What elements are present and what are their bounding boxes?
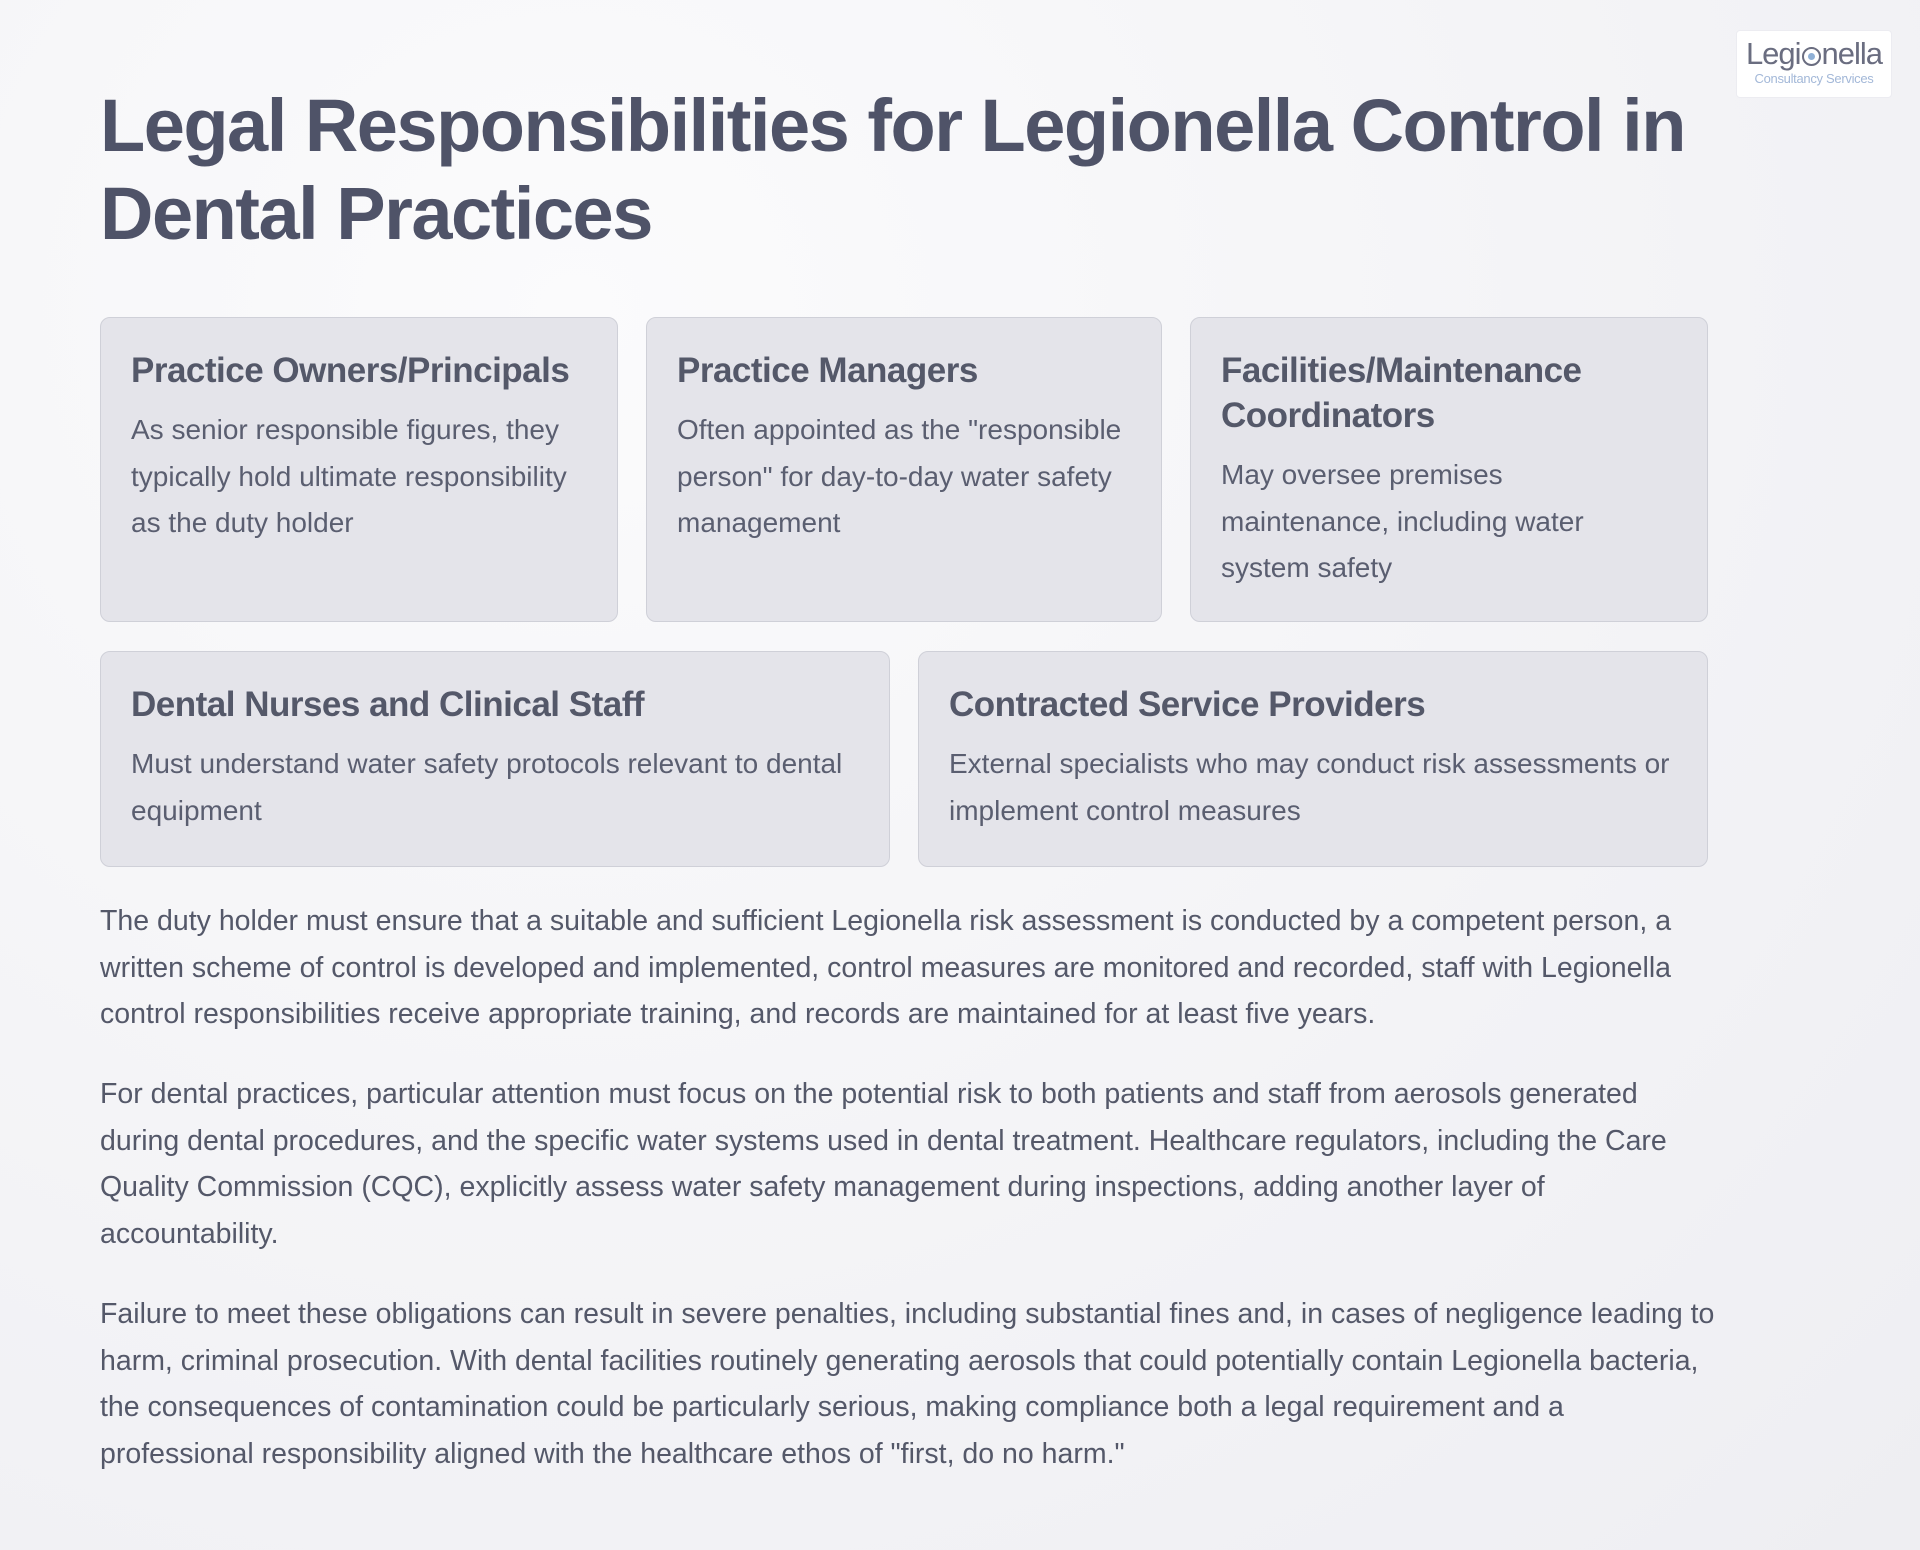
card-description: Often appointed as the "responsible person" for day-to-day water safety management xyxy=(677,414,1122,538)
card-practice-managers xyxy=(646,317,1162,622)
card-title: Practice Owners/Principals xyxy=(131,351,570,390)
card-contracted-providers xyxy=(918,651,1708,867)
card-description: External specialists who may conduct risk assessments or implement control measures xyxy=(949,748,1670,826)
paragraph-dental-focus: For dental practices, particular attention must focus on the potential risk to both patients and staff from aerosols generated during dental procedures, and the specific water systems used in dental treatment. Healthcare regulators, including the Care Quality Commission (CQC), explicitly assess water safety management during inspections, adding another layer of accountability. xyxy=(100,1078,1667,1250)
card-practice-owners xyxy=(100,317,618,622)
company-logo xyxy=(1736,30,1892,98)
card-title: Facilities/Maintenance Coordinators xyxy=(1221,351,1582,435)
card-dental-nurses xyxy=(100,651,890,867)
card-facilities-coordinators xyxy=(1190,317,1708,622)
card-title: Practice Managers xyxy=(677,351,978,390)
card-description: As senior responsible figures, they typically hold ultimate responsibility as the duty holder xyxy=(131,414,567,538)
logo-word-end: nella xyxy=(1821,36,1883,71)
card-description: Must understand water safety protocols relevant to dental equipment xyxy=(131,748,843,826)
card-description: May oversee premises maintenance, including water system safety xyxy=(1221,459,1584,583)
paragraph-penalties: Failure to meet these obligations can result in severe penalties, including substantial fines and, in cases of negligence leading to harm, criminal prosecution. With dental facilities routinely generating aerosols that could potentially contain Legionella bacteria, the consequences of contamination could be particularly serious, making compliance both a legal requirement and a professional responsibility aligned with the healthcare ethos of "first, do no harm." xyxy=(100,1298,1715,1470)
logo-subtitle: Consultancy Services xyxy=(1754,71,1874,86)
card-title: Contracted Service Providers xyxy=(949,685,1426,724)
logo-bacteria-icon xyxy=(1802,47,1821,66)
paragraph-duty-holder: The duty holder must ensure that a suitable and sufficient Legionella risk assessment is conducted by a competent person, a written scheme of control is developed and implemented, control measures are monitored and recorded, staff with Legionella control responsibilities receive appropriate training, and records are maintained for at least five years. xyxy=(100,905,1672,1030)
logo-word-start: Legi xyxy=(1745,36,1801,71)
card-title: Dental Nurses and Clinical Staff xyxy=(131,685,645,724)
page-title: Legal Responsibilities for Legionella Control in Dental Practices xyxy=(100,84,1685,255)
logo-wordmark xyxy=(1737,37,1891,71)
